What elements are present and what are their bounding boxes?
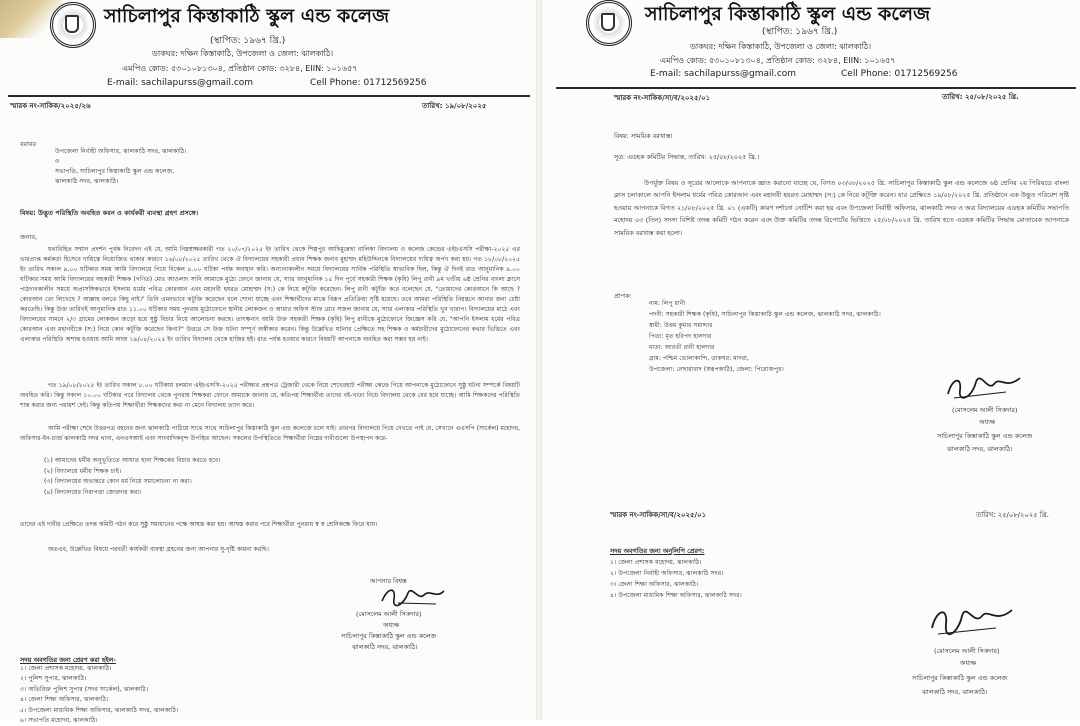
recipient-line: নাম: লিপু রানী — [649, 300, 686, 307]
to-address-block — [55, 147, 186, 187]
cc-item: ২। উপজেলা নির্বাহী অফিসার, ঝালকাঠি সদর। — [610, 570, 724, 577]
signer-title: অধ্যক্ষ — [383, 621, 400, 629]
established-line: (স্থাপিত: ১৯৬৭ খ্রি.) — [210, 36, 286, 46]
to-line: ও — [55, 158, 60, 165]
cc-title: সদয় অবগতির জন্য অনুলিপি প্রেরণ: — [610, 547, 705, 555]
cc-list — [610, 557, 742, 601]
email-line: E-mail: sachilapurss@gmail.com — [650, 69, 797, 79]
cc-item: ৪। জেলা শিক্ষা অফিসার, ঝালকাঠি। — [20, 696, 109, 704]
memo-number-2: স্মারক নং-সাকিক/সা/ব/২০২৫/০১ — [610, 511, 707, 519]
cc-item: ৬। সভাপতি মহোদয়, ঝালকাঠি। — [20, 717, 98, 725]
codes-line: এমপিও কোড: ৫৩০১০৮১৩০৪, প্রতিষ্ঠান কোড: ৩২৮৪, EIIN: ১০১৬৫৭ — [660, 56, 896, 65]
sign-intro: আপনার বিশ্বস্ত — [370, 577, 407, 585]
signer-name: (মোসলেম আলী সিকদার) — [952, 406, 1018, 414]
signer-title: অধ্যক্ষ — [979, 418, 996, 426]
established-line: (স্থাপিত: ১৯৬৭ খ্রি.) — [762, 27, 838, 37]
recipient-line: পদবী: সহকারী শিক্ষক (কৃষি), সাচিলাপুর কিস্তাকাঠি স্কুল এন্ড কলেজ, ঝালকাঠি সদর, ঝালকাঠি। — [649, 311, 881, 318]
demand-item: (৩) বিদ্যালয়ের অভ্যন্তরে কোন ধর্ম নিয়ে সমালোচনা না করা। — [44, 478, 192, 486]
closing-line: অতএব, উল্লেখিত বিষয়ে পরবর্তী কার্যকরী ব্যবস্থা গ্রহনের জন্য আপনার সু-দৃষ্টি কামনা করছি। — [48, 546, 269, 553]
address-line: ডাকঘর: দক্ষিন কিস্তাকাঠি, উপজেলা ও জেলা: ঝালকাঠি। — [152, 49, 334, 58]
school-name-title: সাচিলাপুর কিস্তাকাঠি স্কুল এন্ড কলেজ — [104, 5, 390, 27]
to-label: বরাবর — [20, 140, 36, 148]
memo-number: স্মারক নং-সাকিক/সা/ব/২০২৫/০১ — [614, 94, 711, 102]
school-logo-icon — [586, 0, 632, 46]
cc-list — [20, 664, 178, 726]
subject-line: বিষয়: উদ্ভূত পরিস্থিতি অবহিত করন ও কার্যকরী ব্যবস্থা গ্রহণ প্রসঙ্গে। — [20, 209, 199, 217]
header-rule — [556, 87, 1076, 89]
signer-location: ঝালকাঠি সদর, ঝালকাঠি। — [947, 445, 1013, 453]
memo-date: তারিখ: ২৫/০৮/২০২৫ খ্রি. — [942, 93, 1019, 101]
cc-item: ১। জেলা প্রশাসক মহোদয়, ঝালকাঠি। — [610, 559, 702, 566]
memo-date-2: তারিখ: ২৫/০৮/২০২৫ খ্রি. — [976, 511, 1049, 519]
cc-item: ৫। উপজেলা মাধ্যমিক শিক্ষা অফিসার, ঝালকাঠি সদর, ঝালকাঠি। — [20, 706, 179, 714]
demand-item: (১) আমাদের ধর্মীয় অনুভূতিতে আঘাত হানা শিক্ষকের বিচার করতে হবে। — [44, 457, 221, 464]
signer-title: অধ্যক্ষ — [960, 659, 977, 667]
cc-item: ২। পুলিশ সুপার, ঝালকাঠি। — [20, 675, 87, 683]
address-line: ডাকঘর: দক্ষিন কিস্তাকাঠি, উপজেলা ও জেলা: ঝালকাঠি। — [690, 42, 872, 51]
school-logo-icon — [50, 2, 96, 48]
cc-item: ৪। উপজেলা মাধ্যমিক শিক্ষা অফিসার, ঝালকাঠি সদর। — [610, 592, 742, 599]
to-line: উপজেলা নির্বাহী অফিসার, ঝালকাঠি সদর, ঝালকাঠি। — [55, 148, 187, 155]
school-name-title: সাচিলাপুর কিস্তাকাঠি স্কুল এন্ড কলেজ — [645, 3, 931, 25]
cc-title: সদয় অবগতির জন্য প্রেরণ করা হইল- — [20, 656, 116, 664]
memo-number: স্মারক নং-সাকিক/২০২৫/২৬ — [10, 102, 91, 110]
signer-org: সাচিলাপুর কিস্তাকাঠি স্কুল এন্ড কলেজ — [912, 674, 1008, 682]
signer-location: ঝালকাঠি সদর, ঝালকাঠি। — [352, 643, 418, 651]
salutation: জনাব, — [20, 233, 37, 241]
subject-line: বিষয়: সাময়িক বরখাস্ত। — [614, 132, 673, 140]
cc-item: ১। জেলা প্রশাসক মহোদয়, ঝালকাঠি। — [20, 665, 112, 672]
principal-signature-icon — [378, 583, 448, 609]
to-line: সভাপতি, সাচিলাপুর কিস্তাকাঠি স্কুল এন্ড কলেজ, — [55, 168, 175, 175]
memo-date: তারিখ: ১৯/০৮/২০২৫ — [422, 102, 487, 110]
recipient-line: মাতা: আরতী রানী হালদার — [649, 344, 715, 351]
phone-line: Cell Phone: 01712569256 — [841, 69, 958, 79]
signer-location: ঝালকাঠি সদর, ঝালকাঠি। — [922, 688, 988, 696]
phone-line: Cell Phone: 01712569256 — [310, 78, 427, 88]
left-letter-page — [0, 0, 536, 725]
signer-org: সাচিলাপুর কিস্তাকাঠি স্কুল এন্ড কলেজ — [937, 432, 1033, 440]
header-rule — [8, 95, 530, 97]
right-letter-page — [542, 0, 1080, 720]
codes-line: এমপিও কোড: ৫৩০১০৮১৩০৪, প্রতিষ্ঠান কোড: ৩২৮৪, EIIN: ১০১৬৫৭ — [122, 64, 358, 73]
reference-line: সূত্র: এডহক কমিটির সিদ্ধান্ত, তারিখ: ২৫/০৮/২০২৫ খ্রি.। — [614, 153, 760, 161]
signer-org: সাচিলাপুর কিস্তাকাঠি স্কুল এন্ড কলেজ — [341, 632, 437, 640]
cc-item: ৩। অতিরিক্ত পুলিশ সুপার (সদর সার্কেল), ঝালকাঠি। — [20, 685, 149, 693]
recipient-label: প্রাপক: — [614, 292, 632, 300]
demands-list — [44, 456, 220, 498]
recipient-line: স্বামী: উত্তম কুমার সমাদ্দার — [649, 322, 713, 329]
demand-item: (২) বিদ্যালয়ে ধর্মীয় শিক্ষক চাই। — [44, 467, 122, 475]
to-line: ঝালকাঠি সদর, ঝালকাঠি। — [55, 178, 119, 185]
recipient-line: পিতা: মৃত হরিপদ হালদার — [649, 333, 712, 340]
demand-item: (৪) বিদ্যালয়ের নিরাপত্তা জোরদার করা। — [44, 488, 142, 496]
signer-name: (মোসলেম আলী সিকদার) — [934, 647, 1000, 655]
email-line: E-mail: sachilapurss@gmail.com — [107, 78, 254, 88]
body-paragraph-4: তাদের এই দাবীর প্রেক্ষিতে তদন্ত কমিটি গঠন করে সুষ্ঠু সমাধানের পক্ষে আশ্বস্ত করা হয়। আশ্বস্ত করার পরে শিক্ষার্থীরা পুনরায় স্ব স্ব শ্রেনিকক্ষে ফিরে যায়। — [20, 521, 378, 528]
principal-signature-icon — [926, 598, 1016, 640]
body-paragraph-3: আমি পরীক্ষা শেষে উত্তরপত্র বহনের জন্য ঝালকাঠি পাঠিয়ে সাথে সাথে সাচিলাপুর কিস্তাকাঠি স্কুল এন্ড কলেজে চলে যাই। তারপর বিদ্যালয়ে গিয়ে দেখতে পাই যে, সেখানে এএসপি (সার্কেল) মহোদয়, অফিসার-ইন-চার্জ ঝালকাঠি সদর থানা, এনএসআই এবং সাংবাদিকবৃন্দ উপস্থিত আছেন। সকলের উপস্থিতিতে শিক্ষার্থীরা নিম্নের দাবীগুলো উপস্থাপন করে- — [20, 425, 520, 442]
signer-name: (মোসলেম আলী সিকদার) — [356, 610, 422, 618]
principal-signature-icon — [944, 368, 1024, 404]
recipient-line: উপজেলা: নেছারাবাদ (স্বরূপকাঠি), জেলা: পিরোজপুর। — [649, 366, 784, 373]
recipient-block — [649, 298, 881, 375]
body-paragraph: উপর্যুক্ত বিষয় ও সূত্রের আলোকে আপনাকে জ্ঞাত করানো যাচ্ছে যে, বিগত ০৩/০৮/২০২৫ খ্রি. সাচিলাপুর কিস্তাকাঠি স্কুল এন্ড কলেজে ৬ষ্ঠ শ্রেনির ২য় পিরিয়ডে বাংলা ক্লাস চলাকালে আপনি ইসলাম ধর্মের পবিত্র কোরআন এবং মহানবী হযরত মোহাম্মদ (স:) কে নিয়ে কটূক্তি করেন। যার প্রেক্ষিতে ১৯/০৮/২০২৫ খ্রি. প্রতিষ্ঠানে এক উদ্ভূত পরিবেশ সৃষ্টি হওয়ায় আপনাকে বিগত ২১/০৮/২০২৫ খ্রি. ০১ (একটি) কারণ দর্শানো নোটিশ করা হয় এবং উপজেলা নির্বাহী অফিসার, ঝালকাঠি সদর ও অত্র বিদ্যালয়ের এডহক কমিটির সভাপতি মহোদয় ০৩ (তিন) সদস্য বিশিষ্ট তদন্ত কমিটি গঠন করেন এবং উক্ত কমিটির তদন্ত রিপোর্টের ভিত্তিতে ২৫/০৮/২০২৫ খ্রি. তারিখ হতে এডহক কমিটির সিদ্ধান্ত মোতাবেক আপনাকে সাময়িক বরখাস্ত করা হলো। — [614, 179, 1069, 237]
body-paragraph-2: গত ১৯/০৮/২০২৫ ইং তারিখ সকাল ৮.০০ ঘটিকায় চলমান এইচএসসি-২০২৫ পরীক্ষার প্রশ্নপত্র ট্রেজারী থেকে নিয়ে শেখেরহাট পরীক্ষা কেন্দ্রে গিয়ে আপনাকে মুঠোফোনে সুষ্ঠু ঘটনা সম্পর্কে বিষয়টি অবহিত করি। কিন্তু সকাল ১০.০০ ঘটিকার পরে বিদ্যালয় থেকে পুনরায় শিক্ষকরা ফোনে আমাকে জানায় যে, কতিপয় শিক্ষার্থীরা তাদের বই-খাতা নিয়ে বিদ্যালয় থেকে বের হয়ে যাচ্ছে। আমি শিক্ষকদের পরিস্থিতি শান্ত করার জন্য পরামর্শ দেই। কিন্তু কতিপয় শিক্ষার্থীরা শিক্ষকদের কথা না মেনে বিদ্যালয় ত্যাগ করে। — [20, 382, 520, 409]
body-paragraph-1: যথাবিহিত সম্মান প্রদর্শন পূর্বক নিবেদন এই যে, আমি নিম্নস্বাক্ষরকারী গত ২০/০৭/২০২৫ ইং তারিখ থেকে শিল্পপুর আছিমুন্নেছা বালিকা বিদ্যালয় ও কলেজ কেন্দ্রের এইচএসসি পরীক্ষা-২০২৫ এর ভারপ্রাপ্ত কর্মকর্তা হিসেবে দায়িত্বে নিয়োজিত থাকার কারণে ১৬/০৮/২০২৫ তারিখ থেকে ঐ বিদ্যালয়ের সহকারী প্রধান শিক্ষক জনাব মুহাম্মদ মহিউদ্দিনকে বিদ্যালয়ের দায়িত্ব অর্পণ করা হয়। গত ১৮/০৮/২০২৫ ইং তারিখ সকাল ৯.০০ ঘটিকার সময় আমি বিদ্যালয়ে গিয়ে বিকেল ৪.০০ ঘটিকা পর্যন্ত অবস্থান করি। অন্যান্যকালীন সময়ে বিদ্যালয়ের সার্বিক পরিস্থিতি স্বাভাবিক ছিল, কিন্তু ঐ দিনই রাত আনুমানিক ৯.০০ ঘটিকার সময় আমি বিদ্যালয়ের সহকারী শিক্ষক (গণিত) মোঃ আওলাদ সানি আমাকে মুঠো ফোনে জানায় যে, স্যার আনুমানিক ১৫ দিন পূর্বে সহকারী শিক্ষক (কৃষি) লিপু রানী ৯ম খণ্ডীয় ৬ষ্ঠ শ্রেনির বাংলা ক্লাসে পাঠদানকালীন সময়ে অপ্রাসঙ্গিকভাবে ইসলাম ধর্মের পবিত্র কোরআন এবং মহানবী হযরত মোহাম্মদ (স:) কে নিয়ে কটূক্তি করেছেন। লিপু রানী কটূক্তি করে বলেছেন যে, "তোমাদের কোরআনে কি আছে ? কোরআন তো লিখেছে ? আল্লাহ বলতে কিছু নাই।" তিনি এমনভাবে কটূক্তি করেছেন বলে শোনা যাচ্ছে এবং শিক্ষার্থীদের মাঝে বিরূপ প্রতিক্রিয়া সৃষ্টি হয়েছে। তবে আমরা পরিস্থিতি নিয়ন্ত্রনে আনার জন্য চেষ্টা করতেছি। কিন্তু উক্ত তারিখই আনুমানিক রাত ১১.০০ ঘটিকার সময় পুনরায় মুঠোফোনে স্থানীয় লোকজন ও আমার অফিস স্টাফ মোঃ সজল জানায় যে, স্যার এলাকার পরিস্থিতি খুব খারাপ। বিদ্যালয়ের মাঠে এবং বিদ্যালয়ের সামনে ২/৩ গ্রামের লোকজন জড়ো হয়ে সুষ্ঠু বিচার নিয়ে আলোচনা করছে। তাৎক্ষনাৎ আমি উক্ত সহকারী শিক্ষক (কৃষি) লিপু রানীকে মুঠোফোনে জিজ্ঞেস করি যে, "আপনি ইসলাম ধর্মের পবিত্র কোরআন এবং মহানবীকে (স:) নিয়ে কোন কটূক্তি করেছেন কিনা?" উত্তরে সে উক্ত ঘটনা সম্পূর্ণ অস্বীকার করেন। কিন্তু উল্লেখিত ঘটনার প্রেক্ষিতে সহ শিক্ষক ও কর্মচারীদের মুঠোফোনের কথার ভিত্তিতে এবং এলাকার পরিস্থিতি অশান্ত হওয়ায় আমি আজ ১৯/০৮/২০২৫ ইং তারিখ বিদ্যালয় থেকে হাজির হই। রাত পর্যন্ত হওয়ার কারণে বিষয়টি আপনাকে অবহিত করা সম্ভব হয় নাই। — [20, 246, 520, 343]
recipient-line: গ্রাম: পশ্চিম ভোলাকান্দি, ডাকঘর: মাদরা, — [649, 355, 749, 362]
cc-item: ৩। জেলা শিক্ষা অফিসার, ঝালকাঠি। — [610, 581, 699, 588]
